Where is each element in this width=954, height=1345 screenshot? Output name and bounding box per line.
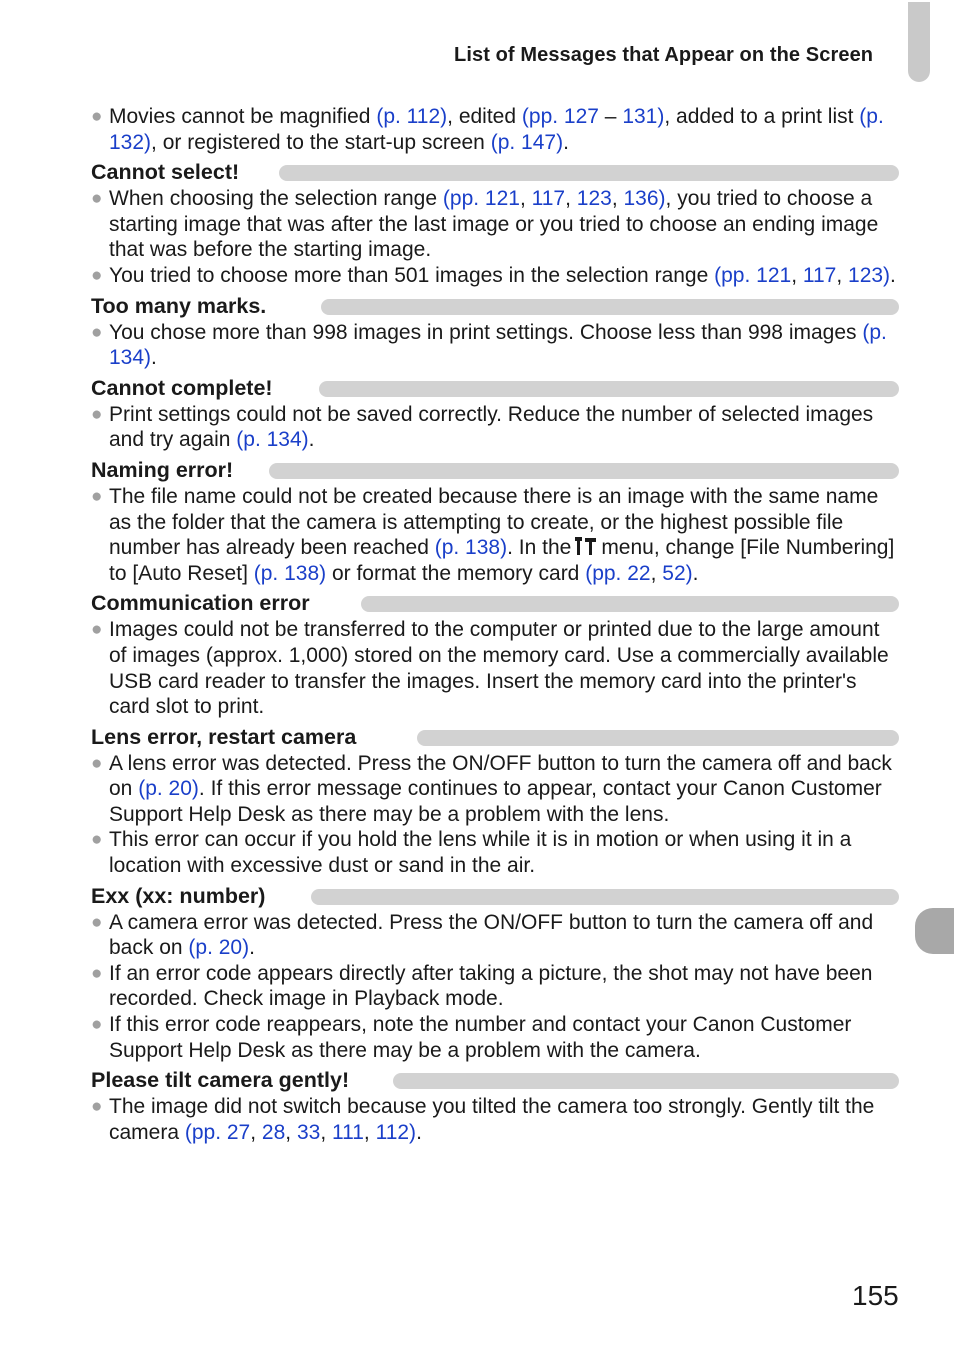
page-link[interactable]: 123 — [576, 187, 612, 211]
page-link[interactable]: (pp. 121 — [442, 187, 520, 211]
page-content — [91, 104, 899, 1145]
page-link[interactable]: (p. 138) — [253, 561, 327, 585]
page-link[interactable]: (p. 134) — [109, 320, 887, 370]
page-link[interactable]: 52) — [662, 561, 693, 585]
page-link[interactable]: (pp. 22 — [585, 561, 651, 585]
page-link[interactable]: (p. 20) — [188, 936, 250, 960]
section-heading-lens-error — [91, 724, 899, 750]
heading-rule — [417, 730, 899, 746]
page-link[interactable]: 136) — [623, 187, 666, 211]
page-number: 155 — [852, 1280, 899, 1311]
bullet-icon: ● — [91, 619, 103, 641]
section-title: Cannot select! — [91, 160, 240, 185]
list-item: ● Print settings could not be saved correctly. Reduce the number of selected images and try again (p. 134). — [91, 402, 874, 452]
section-heading-exx — [91, 883, 899, 909]
heading-rule — [319, 381, 899, 397]
list-item: ● The image did not switch because you tilted the camera too strongly. Gently tilt the camera (pp. 27, 28, 33, 111, 112). — [91, 1095, 875, 1144]
page-header-title: List of Messages that Appear on the Screen — [454, 44, 874, 66]
heading-rule — [269, 463, 899, 479]
bullet-icon: ● — [91, 188, 103, 210]
bullet-icon: ● — [91, 1014, 103, 1036]
bullet-icon: ● — [91, 829, 103, 851]
section-title: Please tilt camera gently! — [91, 1068, 350, 1093]
section-title: Communication error — [91, 591, 310, 616]
page-link[interactable]: (pp. 27 — [184, 1120, 251, 1144]
heading-rule — [361, 596, 899, 612]
heading-rule — [393, 1073, 899, 1089]
list-item: ● You chose more than 998 images in print settings. Choose less than 998 images (p. 134). — [91, 320, 887, 370]
list-item: ● Movies cannot be magnified (p. 112), edited (pp. 127 – 131), added to a print list (p. 132), or registered to the start-up screen (p. 147). — [91, 105, 884, 154]
bullet-icon: ● — [91, 485, 103, 507]
page-link[interactable]: (p. 132) — [109, 105, 884, 154]
page-link[interactable]: (p. 138) — [434, 536, 508, 560]
page-link[interactable]: 111 — [331, 1120, 364, 1144]
heading-rule — [321, 299, 899, 315]
list-item: ● When choosing the selection range (pp. 121, 117, 123, 136), you tried to choose a starting image that was after the last image or you tried to choose an ending image that was before the starting image. — [91, 187, 879, 262]
bullet-icon: ● — [91, 321, 103, 343]
page-link[interactable]: 123) — [848, 263, 891, 287]
section-heading-too-many-marks — [91, 293, 899, 319]
list-item: ● A camera error was detected. Press the ON/OFF button to turn the camera off and back on (p. 20). — [91, 910, 874, 960]
page-link[interactable]: 117 — [802, 263, 837, 287]
page-link[interactable]: 117 — [531, 187, 566, 211]
bullet-icon: ● — [91, 752, 103, 774]
page-link[interactable]: 28 — [261, 1120, 286, 1144]
page-link[interactable]: (pp. 127 — [521, 105, 599, 128]
bullet-icon: ● — [91, 1096, 103, 1118]
list-item: ● If this error code reappears, note the number and contact your Canon Customer Support Help Desk as there may be a problem with the camera. — [91, 1013, 852, 1062]
section-title: Lens error, restart camera — [91, 724, 357, 749]
section-title: Naming error! — [91, 457, 234, 482]
heading-rule — [311, 889, 899, 905]
list-item: ● Images could not be transferred to the computer or printed due to the large amount of images (approx. 1,000) stored on the memory card. Use a commercially available USB card reader to transfer the images. Insert the memory card into the printer's card slot to print. — [91, 618, 889, 719]
chapter-top-tab — [908, 2, 930, 82]
page-link[interactable]: 33 — [296, 1120, 321, 1144]
page-link[interactable]: (p. 20) — [138, 777, 199, 801]
list-item: ● A lens error was detected. Press the ON/OFF button to turn the camera off and back on (p. 20). If this error message continues to appear, contact your Canon Customer Support Help Desk as there may be a problem with the lens. — [91, 751, 892, 826]
page-link[interactable]: 131) — [622, 105, 665, 128]
wrench-hammer-icon — [573, 536, 599, 556]
section-title: Too many marks. — [91, 293, 267, 318]
chapter-side-tab — [915, 908, 954, 954]
list-item: ● You tried to choose more than 501 images in the selection range (pp. 121, 117, 123). — [91, 263, 896, 287]
bullet-icon: ● — [91, 106, 103, 127]
list-item: ● This error can occur if you hold the lens while it is in motion or when using it in a location with excessive dust or sand in the air. — [91, 828, 852, 878]
section-heading-cannot-select — [91, 159, 899, 185]
page-link[interactable]: (pp. 121 — [714, 263, 792, 287]
page-link[interactable]: (p. 112) — [376, 105, 448, 128]
bullet-icon: ● — [91, 962, 103, 984]
section-heading-communication-error — [91, 590, 899, 616]
list-item: ● If an error code appears directly after taking a picture, the shot may not have been recorded. Check image in Playback mode. — [91, 961, 873, 1011]
page-link[interactable]: (p. 134) — [236, 428, 309, 452]
page-link[interactable]: 112) — [375, 1120, 417, 1144]
page-link[interactable]: (p. 147) — [490, 130, 564, 154]
bullet-icon: ● — [91, 911, 103, 933]
heading-rule — [279, 165, 899, 181]
section-heading-tilt — [91, 1067, 899, 1093]
section-heading-cannot-complete — [91, 375, 899, 401]
list-item: ● The file name could not be created because there is an image with the same name as the folder that the camera is attempting to create, or the highest possible file number has already been reached (p. 138). In the menu, change [File Numbering] to [Auto Reset] (p. 138) or format the memory card (pp. 22, 52). — [91, 484, 895, 585]
section-title: Exx (xx: number) — [91, 883, 266, 908]
bullet-icon: ● — [91, 403, 103, 425]
section-heading-naming-error — [91, 457, 899, 483]
bullet-icon: ● — [91, 264, 103, 286]
section-title: Cannot complete! — [91, 375, 273, 400]
